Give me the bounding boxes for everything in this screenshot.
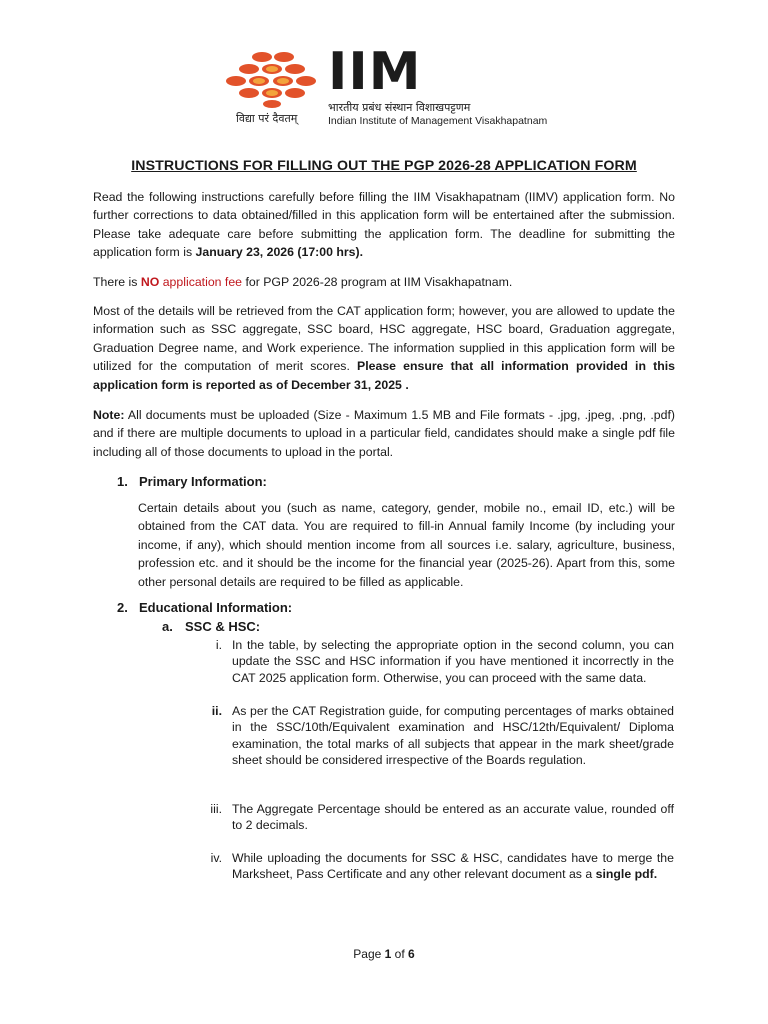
fee-no-highlight: NO bbox=[140, 275, 160, 289]
subsection-heading-ssc-hsc bbox=[162, 619, 260, 634]
cat-data-emphasis: Please ensure that all information provided in this application form is reported as of December 31, 2025 . bbox=[93, 359, 675, 392]
deadline-text: January 23, 2026 (17:00 hrs). bbox=[195, 245, 364, 260]
intro-paragraph-instructions bbox=[93, 188, 675, 262]
intro-paragraph-fee bbox=[93, 273, 675, 291]
institute-name-english: Indian Institute of Management Visakhapatnam bbox=[328, 115, 548, 127]
fee-text-after: for PGP 2026-28 program at IIM Visakhapatnam. bbox=[242, 275, 513, 289]
page-of-label: of bbox=[391, 947, 409, 961]
fee-highlight: application fee bbox=[159, 275, 243, 289]
section-number: 1. bbox=[117, 474, 128, 489]
subsection-title: SSC & HSC: bbox=[185, 619, 261, 634]
institute-motto: विद्या परं दैवतम् bbox=[236, 112, 298, 125]
intro-paragraph-cat-data bbox=[93, 302, 675, 394]
institute-header bbox=[222, 42, 552, 130]
intro-paragraph-note bbox=[93, 406, 675, 461]
section-number: 2. bbox=[117, 600, 128, 615]
page-number-footer bbox=[0, 947, 768, 961]
subsection-letter: a. bbox=[162, 619, 173, 634]
note-label: Note: bbox=[93, 408, 125, 422]
list-item-number: i. bbox=[215, 638, 222, 652]
list-item-text bbox=[232, 850, 674, 883]
institute-logo-text: IIM bbox=[328, 42, 422, 102]
total-pages: 6 bbox=[408, 947, 415, 961]
list-item-text: In the table, by selecting the appropriate option in the second column, you can update the SSC and HSC information if you have mentioned it incorrectly in the CAT 2025 application form. Otherwise, you can proceed with the same data. bbox=[232, 638, 674, 685]
note-text: All documents must be uploaded (Size - Maximum 1.5 MB and File formats - .jpg, .jpeg, .png, .pdf) and if there are multiple documents to upload in a particular field, candidates should make a single pdf file including all of those documents to upload in the portal. bbox=[93, 408, 675, 459]
iim-logo-icon bbox=[222, 48, 322, 108]
intro-text: Read the following instructions carefully before filling the IIM Visakhapatnam (IIMV) application form. No further corrections to data obtained/filled in this application form will be entertained after the submission. Please take adequate care before submitting the application form. The deadline for submitting the application form is bbox=[93, 190, 675, 260]
cat-data-text: Most of the details will be retrieved from the CAT application form; however, you are allowed to update the information such as SSC aggregate, SSC board, HSC aggregate, HSC board, Graduation aggregate, Graduation Degree name, and Work experience. The information supplied in this application form will be utilized for the computation of merit scores. bbox=[93, 304, 675, 374]
primary-information-text: Certain details about you (such as name, category, gender, mobile no., email ID, etc.) will be obtained from the CAT data. You are required to fill-in Annual family Income (by including your income, if any), which should mention income from all sources i.e. salary, agriculture, business, profession etc. and it should be the income for the financial year (2025-26). Apart from this, some other personal details are required to be filled as applicable. bbox=[138, 501, 675, 589]
institute-name-hindi: भारतीय प्रबंध संस्थान विशाखपट्टणम bbox=[328, 101, 471, 114]
list-item-text-bold: single pdf. bbox=[595, 867, 658, 882]
list-item-number: iv. bbox=[210, 851, 222, 865]
section-title: Educational Information: bbox=[139, 600, 293, 615]
list-item-text: As per the CAT Registration guide, for computing percentages of marks obtained in the SSC/10th/Equivalent examination and HSC/12th/Equivalent/ Diploma examination, the total marks of all subjects that appear in the mark sheet/grade sheet should be considered irrespective of the Boards regulation. bbox=[232, 704, 674, 768]
list-item-number: ii. bbox=[211, 704, 222, 718]
list-item-text-main: While uploading the documents for SSC & HSC, candidates have to merge the Marksheet, Pass Certificate and any other relevant document as a bbox=[232, 851, 674, 882]
document-title: INSTRUCTIONS FOR FILLING OUT THE PGP 2026-28 APPLICATION FORM bbox=[131, 158, 637, 174]
list-item-number: iii. bbox=[210, 802, 222, 816]
fee-text-before: There is bbox=[93, 275, 141, 289]
page-label: Page bbox=[353, 947, 385, 961]
section-title: Primary Information: bbox=[139, 474, 267, 489]
section-body-primary-information bbox=[138, 499, 675, 591]
section-heading-primary-information bbox=[117, 474, 267, 489]
section-heading-educational-information bbox=[117, 600, 292, 615]
list-item-text: The Aggregate Percentage should be entered as an accurate value, rounded off to 2 decimals. bbox=[232, 802, 674, 833]
current-page: 1 bbox=[384, 947, 392, 961]
